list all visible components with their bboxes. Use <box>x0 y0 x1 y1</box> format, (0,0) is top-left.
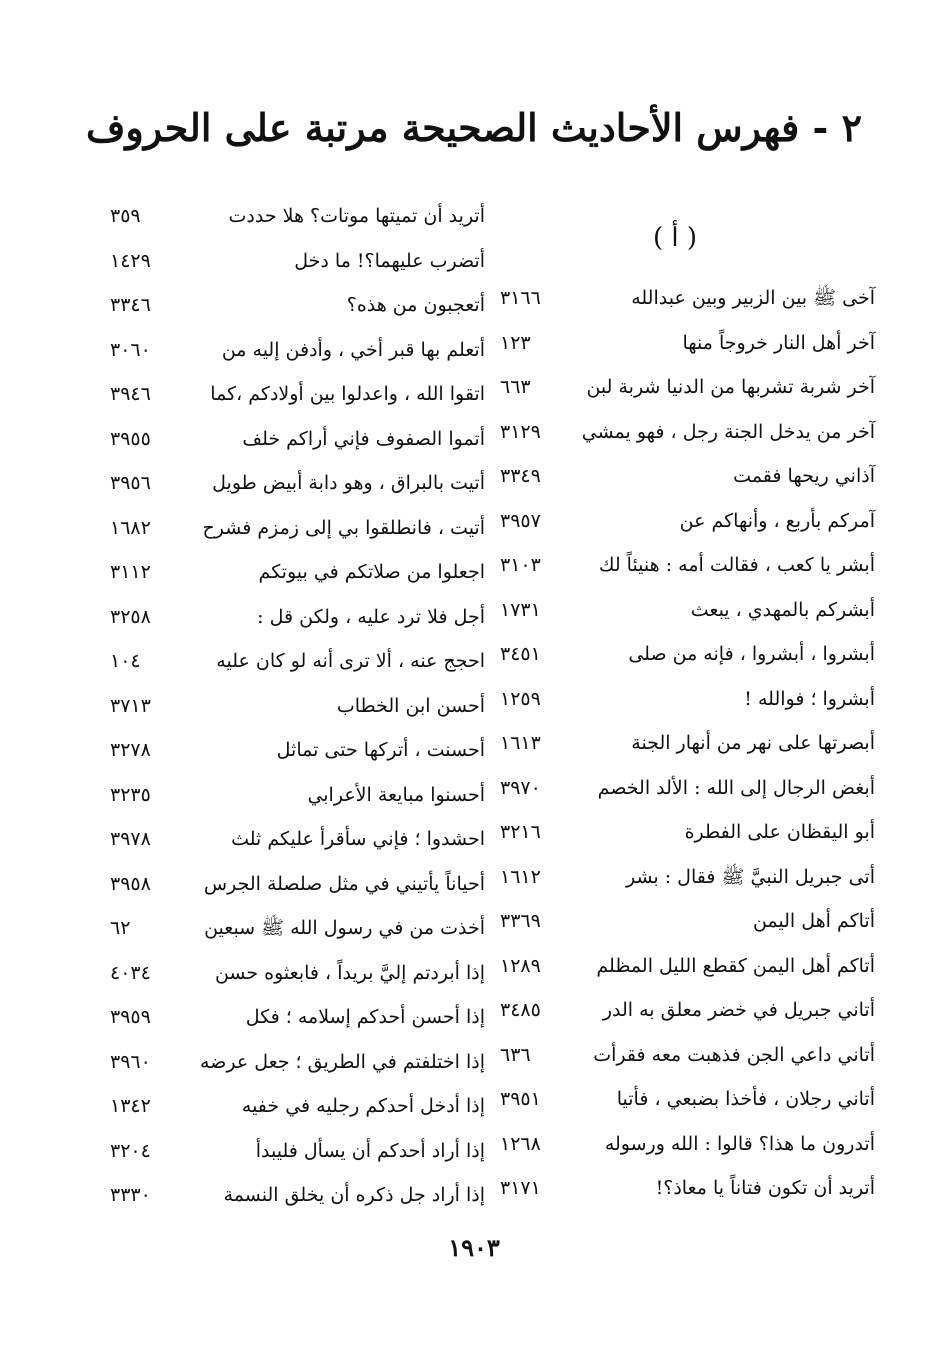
hadith-text: أبغض الرجال إلى الله : الألد الخصم <box>597 776 875 799</box>
hadith-number: ٣٢٠٤ <box>110 1139 151 1162</box>
index-entry <box>500 501 875 541</box>
hadith-number: ٣١١٢ <box>110 561 151 583</box>
hadith-text: أبو اليقظان على الفطرة <box>684 821 875 843</box>
index-entry <box>110 953 485 993</box>
hadith-number: ٣٣٦٩ <box>500 910 541 932</box>
index-entry <box>500 723 875 763</box>
index-entry <box>110 374 485 414</box>
hadith-number: ٣١٠٣ <box>500 554 541 576</box>
hadith-text: آذاني ريحها فقمت <box>733 465 875 487</box>
index-entry <box>500 590 875 630</box>
hadith-text: أبصرتها على نهر من أنهار الجنة <box>631 732 875 754</box>
index-entry <box>110 330 485 370</box>
hadith-number: ١٦٨٢ <box>110 516 151 539</box>
hadith-number: ١٠٤ <box>110 650 141 672</box>
index-entry <box>110 997 485 1037</box>
hadith-number: ٣٢١٦ <box>500 821 541 843</box>
hadith-number: ٦٢ <box>110 917 131 939</box>
index-entry <box>110 908 485 948</box>
hadith-number: ٣٩٥٧ <box>500 509 541 532</box>
index-entry <box>500 901 875 941</box>
hadith-text: آمركم بأربع ، وأنهاكم عن <box>679 509 875 532</box>
hadith-number: ٣٩٥٥ <box>110 427 151 450</box>
hadith-text: أتيت ، فانطلقوا بي إلى زمزم فشرح <box>202 516 485 539</box>
index-entry <box>110 686 485 726</box>
index-entry <box>500 679 875 719</box>
index-entry <box>110 730 485 770</box>
hadith-text: أتى جبريل النبيَّ ﷺ فقال : بشر <box>625 865 875 888</box>
index-entry <box>500 545 875 585</box>
index-entry <box>500 1124 875 1164</box>
hadith-number: ٣٩٥٩ <box>110 1006 151 1028</box>
index-entry <box>110 285 485 325</box>
hadith-text: أحسنوا مبايعة الأعرابي <box>307 783 485 806</box>
index-entry <box>500 456 875 496</box>
index-entry <box>500 1168 875 1208</box>
hadith-text: آخر أهل النار خروجاً منها <box>682 331 875 354</box>
index-entry <box>110 864 485 904</box>
hadith-number: ٦٣٦ <box>500 1043 531 1066</box>
hadith-number: ٣١٢٩ <box>500 420 541 443</box>
hadith-number: ٣٩٦٠ <box>110 1050 151 1073</box>
hadith-text: اتقوا الله ، واعدلوا بين أولادكم ،كما <box>210 383 485 405</box>
page-number: ١٩٠٣ <box>448 1233 500 1262</box>
hadith-text: أتاني جبريل في خضر معلق به الدر <box>602 999 875 1021</box>
index-entry <box>500 946 875 986</box>
hadith-text: إذا أبردتم إليَّ بريداً ، فابعثوه حسن <box>214 961 485 984</box>
index-entry <box>110 775 485 815</box>
hadith-number: ٣٩٥٦ <box>110 472 151 494</box>
index-entry <box>500 812 875 852</box>
hadith-number: ٣٥٩ <box>110 205 141 227</box>
hadith-text: إذا اختلفتم في الطريق ؛ جعل عرضه <box>200 1050 485 1073</box>
index-entry <box>110 463 485 503</box>
hadith-text: أتاني داعي الجن فذهبت معه فقرأت <box>593 1043 875 1066</box>
hadith-text: أتموا الصفوف فإني أراكم خلف <box>242 427 485 450</box>
hadith-text: أتضرب عليهما؟! ما دخل <box>294 249 485 272</box>
index-entry <box>500 857 875 897</box>
index-entry <box>110 241 485 281</box>
index-entry <box>500 278 875 318</box>
hadith-text: إذا أدخل أحدكم رجليه في خفيه <box>241 1095 485 1117</box>
hadith-number: ٣٤٨٥ <box>500 999 541 1021</box>
hadith-text: آخى ﷺ بين الزبير وبين عبدالله <box>631 287 875 309</box>
hadith-text: أجل فلا ترد عليه ، ولكن قل : <box>257 605 485 628</box>
hadith-number: ٣١٦٦ <box>500 287 541 309</box>
page-title: ٢ - فهرس الأحاديث الصحيحة مرتبة على الحروف <box>86 105 862 150</box>
hadith-number: ٦٦٣ <box>500 376 531 398</box>
index-entry <box>500 1079 875 1119</box>
hadith-number: ٣٧١٣ <box>110 694 151 717</box>
hadith-text: أتاني رجلان ، فأخذا بضبعي ، فأتيا <box>616 1088 875 1110</box>
hadith-number: ١٢٦٨ <box>500 1132 541 1155</box>
hadith-text: أبشركم بالمهدي ، يبعث <box>690 598 875 621</box>
index-entry <box>110 597 485 637</box>
hadith-text: أتاكم أهل اليمن <box>752 910 875 932</box>
hadith-text: احجج عنه ، ألا ترى أنه لو كان عليه <box>216 650 485 672</box>
hadith-text: أحسن ابن الخطاب <box>336 694 485 717</box>
index-entry <box>110 1042 485 1082</box>
hadith-number: ٣١٧١ <box>500 1177 541 1199</box>
hadith-number: ٣٣٤٦ <box>110 294 151 316</box>
index-entry <box>500 634 875 674</box>
hadith-number: ١٤٢٩ <box>110 249 151 272</box>
hadith-number: ٣٣٣٠ <box>110 1184 151 1206</box>
index-entry <box>110 1086 485 1126</box>
hadith-text: أتريد أن تكون فتاناً يا معاذ؟! <box>655 1177 875 1199</box>
hadith-text: آخر شربة تشربها من الدنيا شربة لبن <box>586 376 875 398</box>
hadith-number: ٣٣٤٩ <box>500 465 541 487</box>
hadith-text: أحسنت ، أتركها حتى تماثل <box>276 739 485 761</box>
index-entry <box>110 552 485 592</box>
index-entry <box>110 819 485 859</box>
section-letter-heading: ( أ ) <box>652 223 698 253</box>
hadith-text: أحياناً يأتيني في مثل صلصلة الجرس <box>203 872 485 895</box>
hadith-number: ٣٩٥١ <box>500 1088 541 1110</box>
hadith-number: ٤٠٣٤ <box>110 961 151 984</box>
hadith-text: إذا أراد أحدكم أن يسأل فليبدأ <box>255 1139 485 1162</box>
hadith-number: ٣٩٧٠ <box>500 776 541 799</box>
hadith-text: أبشروا ، أبشروا ، فإنه من صلى <box>628 643 875 665</box>
hadith-number: ٣٢٧٨ <box>110 739 151 761</box>
hadith-text: أتاكم أهل اليمن كقطع الليل المظلم <box>596 954 875 977</box>
hadith-number: ١٢٨٩ <box>500 954 541 977</box>
hadith-number: ١٦١٣ <box>500 732 541 754</box>
hadith-number: ١٢٥٩ <box>500 687 541 710</box>
hadith-text: احشدوا ؛ فإني سأقرأ عليكم ثلث <box>231 828 485 850</box>
index-entry <box>110 1131 485 1171</box>
index-entry <box>500 412 875 452</box>
hadith-text: أتعجبون من هذه؟ <box>346 294 485 316</box>
hadith-text: أبشر يا كعب ، فقالت أمه : هنيئاً لك <box>598 554 875 576</box>
hadith-number: ٣٩٤٦ <box>110 383 151 405</box>
hadith-text: أتدرون ما هذا؟ قالوا : الله ورسوله <box>604 1132 875 1155</box>
hadith-text: إذا أحسن أحدكم إسلامه ؛ فكل <box>245 1006 485 1028</box>
hadith-text: أتريد أن تميتها موتات؟ هلا حددت <box>228 205 485 227</box>
hadith-number: ١٧٣١ <box>500 598 541 621</box>
hadith-number: ٣٩٧٨ <box>110 828 151 850</box>
hadith-text: آخر من يدخل الجنة رجل ، فهو يمشي <box>581 420 875 443</box>
hadith-number: ١٣٤٢ <box>110 1095 151 1117</box>
hadith-number: ١٦١٢ <box>500 865 541 888</box>
index-entry <box>110 419 485 459</box>
hadith-number: ٣٢٥٨ <box>110 605 151 628</box>
hadith-text: إذا أراد جل ذكره أن يخلق النسمة <box>223 1184 485 1206</box>
index-entry <box>500 990 875 1030</box>
hadith-number: ٣٠٦٠ <box>110 338 151 361</box>
index-entry <box>500 323 875 363</box>
index-entry <box>110 1175 485 1215</box>
hadith-number: ٣٩٥٨ <box>110 872 151 895</box>
index-entry <box>500 1035 875 1075</box>
index-entry <box>500 367 875 407</box>
hadith-text: اجعلوا من صلاتكم في بيوتكم <box>258 561 485 583</box>
hadith-text: أبشروا ؛ فوالله ! <box>744 687 875 710</box>
hadith-text: أخذت من في رسول الله ﷺ سبعين <box>204 917 485 939</box>
hadith-text: أتيت بالبراق ، وهو دابة أبيض طويل <box>212 472 485 494</box>
index-entry <box>110 508 485 548</box>
hadith-number: ٣٢٣٥ <box>110 783 151 806</box>
index-entry <box>110 641 485 681</box>
index-entry <box>110 196 485 236</box>
hadith-text: أتعلم بها قبر أخي ، وأدفن إليه من <box>221 338 485 361</box>
hadith-number: ١٢٣ <box>500 331 531 354</box>
hadith-number: ٣٤٥١ <box>500 643 541 665</box>
index-entry <box>500 768 875 808</box>
